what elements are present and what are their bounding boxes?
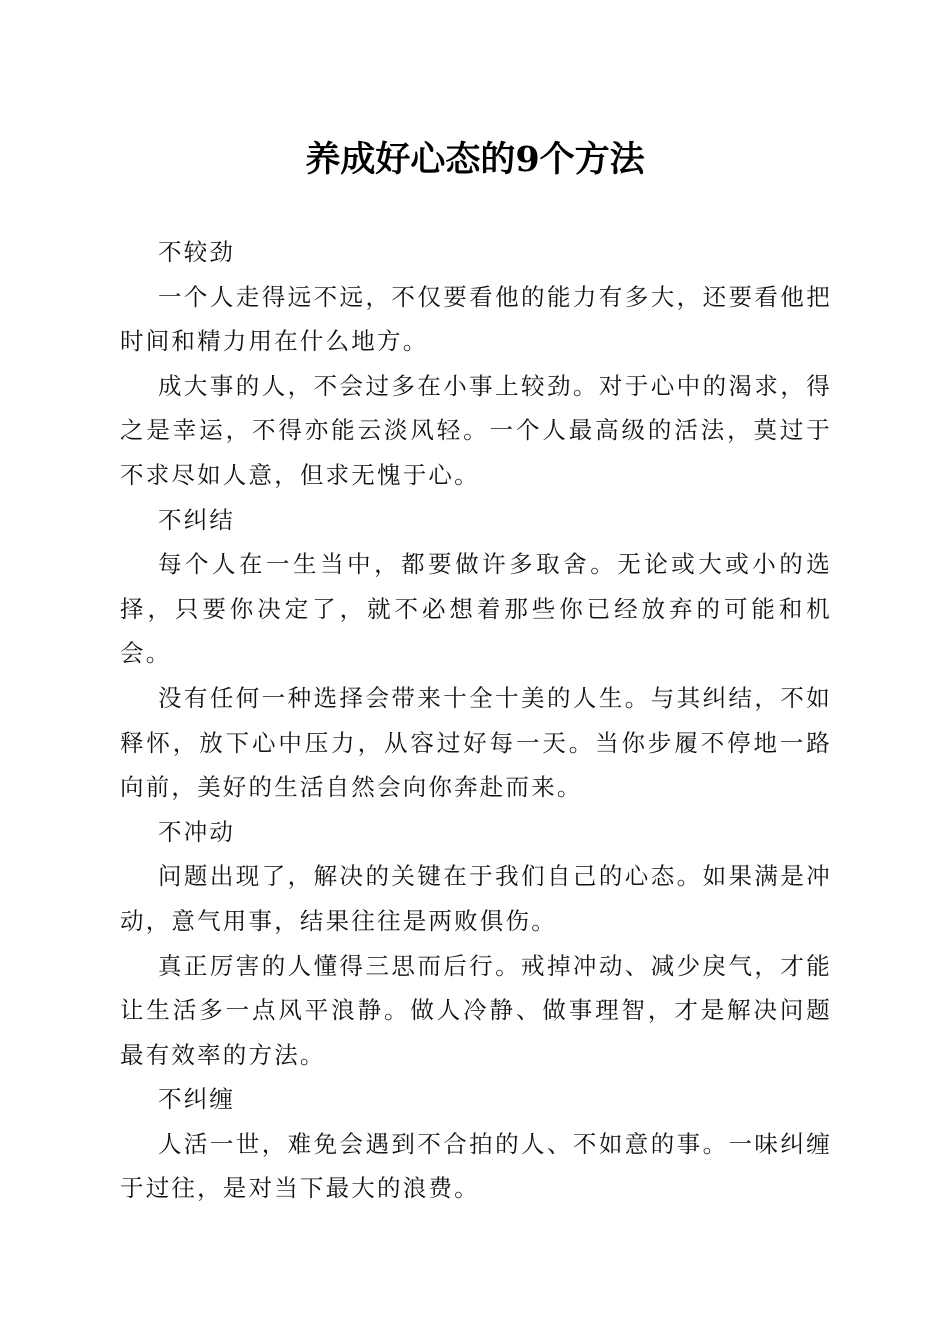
paragraph: 一个人走得远不远，不仅要看他的能力有多大，还要看他把时间和精力用在什么地方。: [120, 282, 832, 356]
paragraph: 每个人在一生当中，都要做许多取舍。无论或大或小的选择，只要你决定了，就不必想着那些你已经放弃的可能和机会。: [120, 550, 832, 668]
paragraph: 真正厉害的人懂得三思而后行。戒掉冲动、减少戾气，才能让生活多一点风平浪静。做人冷静、做事理智，才是解决问题最有效率的方法。: [120, 951, 832, 1069]
section-heading: 不较劲: [158, 238, 236, 266]
page-title: 养成好心态的9个方法: [305, 139, 645, 180]
paragraph: 成大事的人，不会过多在小事上较劲。对于心中的渴求，得之是幸运，不得亦能云淡风轻。一个人最高级的活法，莫过于不求尽如人意，但求无愧于心。: [120, 371, 832, 489]
paragraph: 问题出现了，解决的关键在于我们自己的心态。如果满是冲动，意气用事，结果往往是两败俱伤。: [120, 862, 832, 935]
section-heading: 不纠结: [158, 505, 236, 534]
document-body: [120, 230, 832, 1211]
section-heading: 不纠缠: [158, 1085, 236, 1114]
section-heading: 不冲动: [158, 817, 236, 846]
paragraph: 人活一世，难免会遇到不合拍的人、不如意的事。一味纠缠于过往，是对当下最大的浪费。: [120, 1129, 832, 1203]
paragraph: 没有任何一种选择会带来十全十美的人生。与其纠结，不如释怀，放下心中压力，从容过好每一天。当你步履不停地一路向前，美好的生活自然会向你奔赴而来。: [120, 683, 832, 802]
